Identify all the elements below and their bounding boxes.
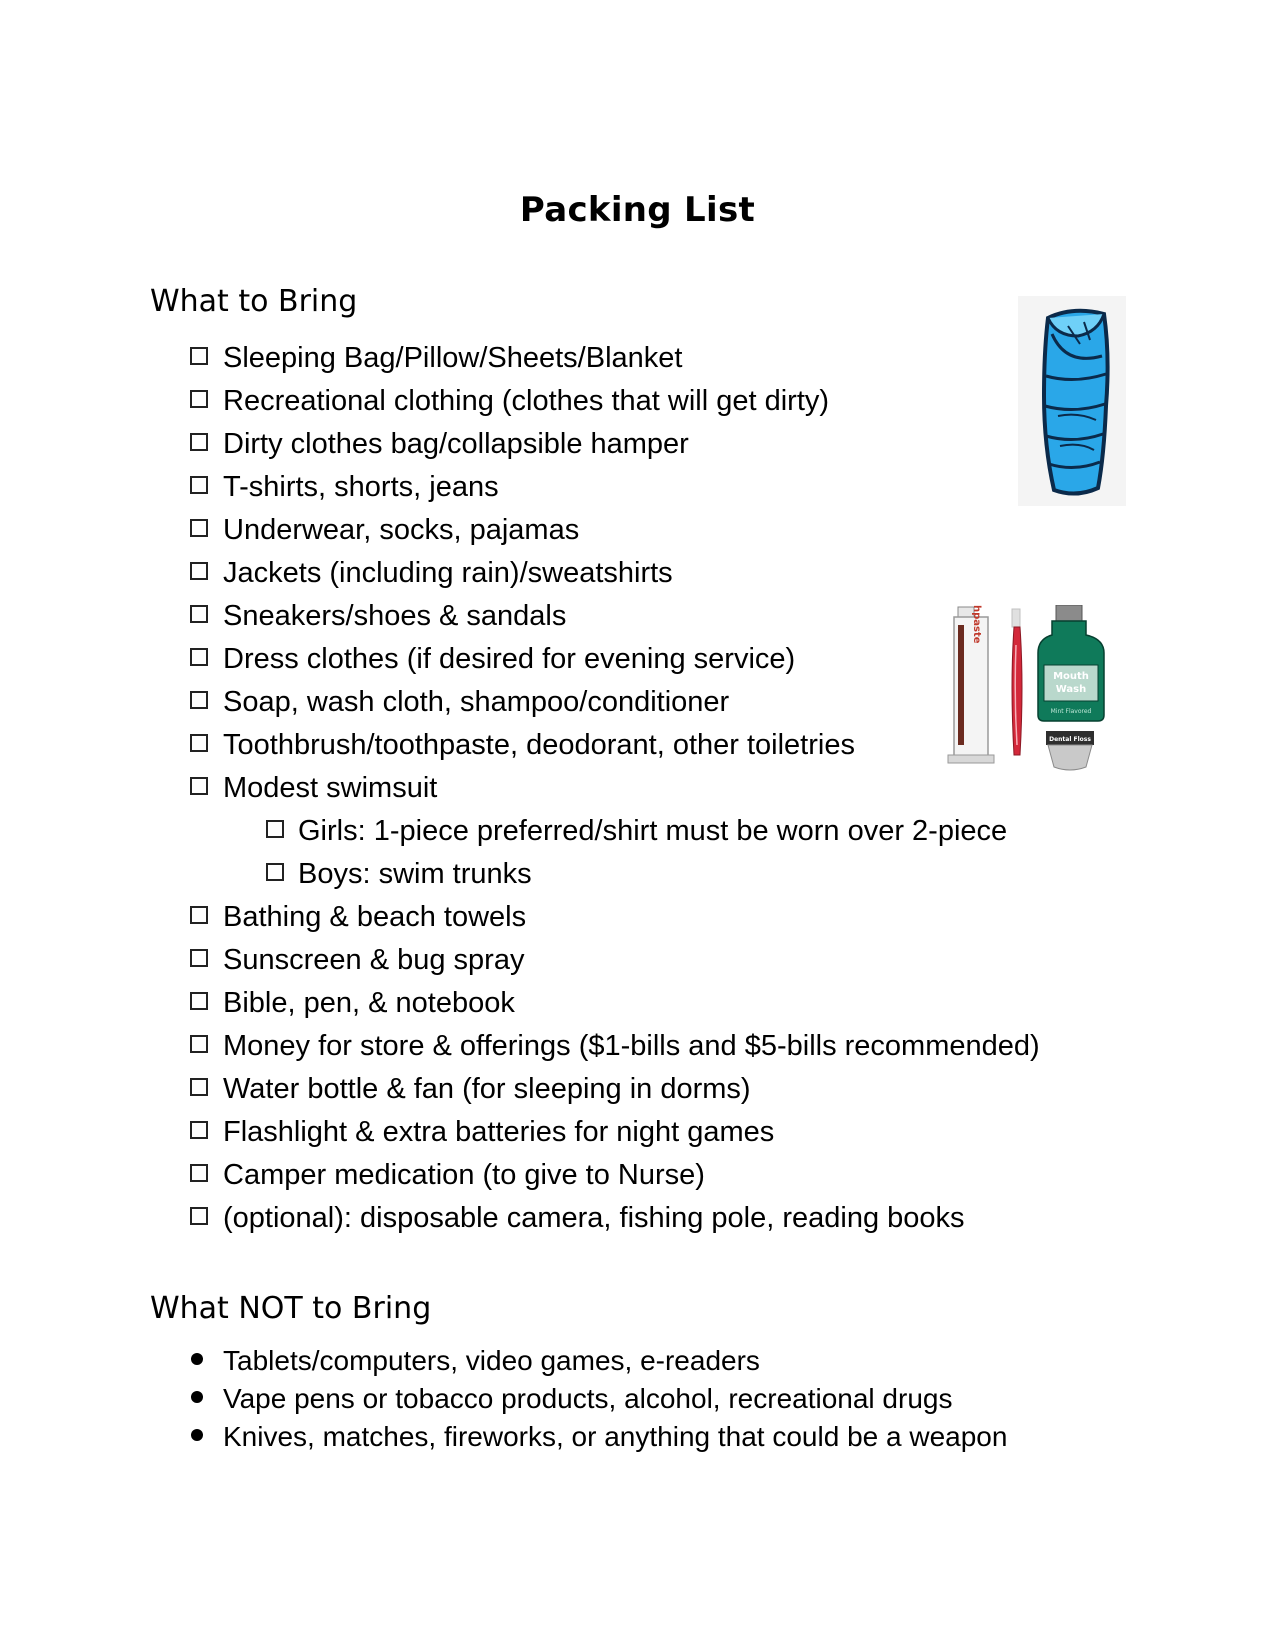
- toiletries-illustration: [946, 605, 1114, 775]
- checkbox[interactable]: [190, 519, 208, 537]
- toothpaste-icon: [948, 605, 994, 763]
- page-title: Packing List: [519, 190, 756, 230]
- toiletries-svg: [946, 605, 1114, 775]
- bullet-item-label: Vape pens or tobacco products, alcohol, recreational drugs: [223, 1383, 953, 1414]
- bullet-icon: [191, 1391, 203, 1403]
- checklist-item-label: Dress clothes (if desired for evening service): [223, 643, 796, 675]
- toothpaste-label: Toothpaste: [971, 605, 982, 644]
- checkbox[interactable]: [266, 820, 284, 838]
- checkbox[interactable]: [190, 906, 208, 924]
- checkbox[interactable]: [190, 777, 208, 795]
- checklist-item-label: Girls: 1-piece preferred/shirt must be worn over 2-piece: [298, 815, 1008, 847]
- checkbox[interactable]: [190, 691, 208, 709]
- checklist-item-label: Modest swimsuit: [223, 772, 438, 804]
- bullet-icon: [191, 1353, 203, 1365]
- checklist-item-label: Recreational clothing (clothes that will get dirty): [223, 385, 830, 417]
- checkbox[interactable]: [190, 1078, 208, 1096]
- checkbox[interactable]: [190, 1164, 208, 1182]
- checklist-item-label: Flashlight & extra batteries for night games: [223, 1116, 775, 1148]
- checkbox[interactable]: [190, 562, 208, 580]
- checkbox[interactable]: [190, 476, 208, 494]
- mouthwash-sub-label: Mint Flavored: [1050, 708, 1092, 715]
- checklist-item-label: (optional): disposable camera, fishing pole, reading books: [223, 1202, 965, 1234]
- checkbox[interactable]: [190, 1207, 208, 1225]
- checkbox[interactable]: [190, 648, 208, 666]
- checklist-item-label: Jackets (including rain)/sweatshirts: [223, 557, 673, 589]
- checklist-item-label: Sleeping Bag/Pillow/Sheets/Blanket: [223, 342, 683, 374]
- checklist-item-label: Sunscreen & bug spray: [223, 944, 525, 976]
- section-heading-what-to-bring: What to Bring: [150, 284, 358, 319]
- checkbox[interactable]: [190, 433, 208, 451]
- mouthwash-icon: [1038, 605, 1104, 721]
- checklist-item-label: Money for store & offerings ($1-bills and $5-bills recommended): [223, 1030, 1040, 1062]
- bullet-item-label: Knives, matches, fireworks, or anything that could be a weapon: [223, 1421, 1008, 1452]
- checklist-item-label: Soap, wash cloth, shampoo/conditioner: [223, 686, 730, 718]
- checklist-item-label: Sneakers/shoes & sandals: [223, 600, 567, 632]
- floss-label: Dental Floss: [1049, 736, 1091, 743]
- checklist-item-label: Boys: swim trunks: [298, 858, 532, 890]
- checkbox[interactable]: [266, 863, 284, 881]
- mouthwash-label: Mouth: [1053, 671, 1089, 682]
- checkbox[interactable]: [190, 1035, 208, 1053]
- toothbrush-icon: [1012, 609, 1022, 755]
- dental-floss-icon: [1046, 731, 1094, 770]
- checklist-item-label: Underwear, socks, pajamas: [223, 514, 580, 546]
- checkbox[interactable]: [190, 1121, 208, 1139]
- checkbox[interactable]: [190, 605, 208, 623]
- sleeping-bag-svg: [1018, 296, 1126, 506]
- bullet-icon: [191, 1429, 203, 1441]
- checkbox[interactable]: [190, 734, 208, 752]
- bullet-item-label: Tablets/computers, video games, e-readers: [223, 1345, 760, 1376]
- checkbox[interactable]: [190, 347, 208, 365]
- checkbox[interactable]: [190, 949, 208, 967]
- checklist-item-label: Camper medication (to give to Nurse): [223, 1159, 705, 1191]
- section-heading-what-not-to-bring: What NOT to Bring: [150, 1291, 432, 1326]
- checklist-item-label: Water bottle & fan (for sleeping in dorms): [223, 1073, 751, 1105]
- checkbox[interactable]: [190, 992, 208, 1010]
- checklist-item-label: T-shirts, shorts, jeans: [223, 471, 499, 503]
- checklist-item-label: Toothbrush/toothpaste, deodorant, other toiletries: [223, 729, 855, 761]
- mouthwash-label-2: Wash: [1055, 684, 1087, 695]
- checklist-item-label: Bathing & beach towels: [223, 901, 527, 933]
- checklist-item-label: Bible, pen, & notebook: [223, 987, 515, 1019]
- checkbox[interactable]: [190, 390, 208, 408]
- sleeping-bag-icon: [1018, 296, 1126, 506]
- checklist-item-label: Dirty clothes bag/collapsible hamper: [223, 428, 689, 460]
